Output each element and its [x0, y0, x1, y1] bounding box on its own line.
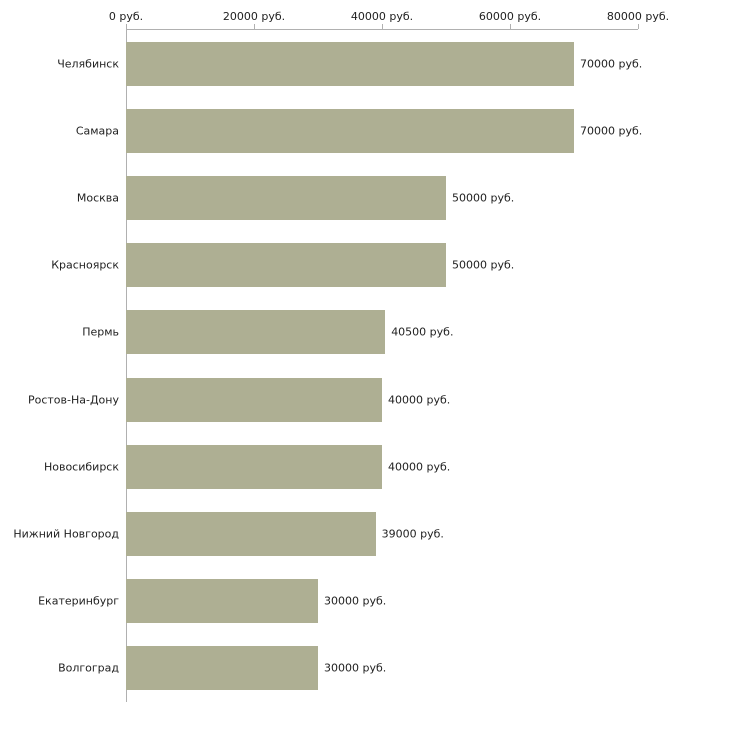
x-tick-label: 20000 руб. [222, 10, 286, 23]
bar[interactable] [126, 579, 318, 623]
x-tick-mark [638, 24, 639, 29]
value-label: 40000 руб. [388, 460, 451, 474]
x-tick-mark [510, 24, 511, 29]
x-tick-label: 40000 руб. [350, 10, 414, 23]
bar[interactable] [126, 176, 446, 220]
category-label: Екатеринбург [38, 594, 119, 608]
x-tick-label: 0 руб. [108, 10, 144, 23]
bar[interactable] [126, 243, 446, 287]
value-label: 70000 руб. [580, 57, 643, 71]
bar[interactable] [126, 42, 574, 86]
category-label: Ростов-На-Дону [27, 393, 119, 407]
bar[interactable] [126, 445, 382, 489]
category-label: Москва [76, 191, 119, 205]
bar[interactable] [126, 310, 385, 354]
bar-row [43, 445, 638, 489]
value-label: 70000 руб. [580, 124, 643, 138]
x-tick-mark [126, 24, 127, 29]
bar[interactable] [126, 109, 574, 153]
bar[interactable] [126, 646, 318, 690]
category-label: Пермь [82, 325, 119, 339]
value-label: 39000 руб. [381, 527, 444, 541]
x-tick-label: 80000 руб. [606, 10, 670, 23]
category-label: Новосибирск [43, 460, 119, 474]
bar-row [27, 378, 638, 422]
category-label: Волгоград [58, 661, 119, 675]
x-tick-label: 60000 руб. [478, 10, 542, 23]
bar[interactable] [126, 512, 376, 556]
bar-row [58, 646, 638, 690]
value-label: 40500 руб. [391, 325, 454, 339]
category-label: Самара [75, 124, 119, 138]
bar-row [75, 109, 643, 153]
category-label: Челябинск [57, 57, 119, 71]
value-label: 50000 руб. [452, 191, 515, 205]
bar-row [13, 512, 638, 556]
bar-row [51, 243, 638, 287]
bar[interactable] [126, 378, 382, 422]
value-label: 40000 руб. [388, 393, 451, 407]
value-label: 30000 руб. [324, 594, 387, 608]
bar-row [82, 310, 638, 354]
x-tick-mark [254, 24, 255, 29]
bar-row [76, 176, 638, 220]
category-label: Красноярск [51, 258, 119, 272]
bar-row [57, 42, 643, 86]
category-label: Нижний Новгород [13, 527, 119, 541]
plot-area [13, 30, 643, 702]
value-label: 30000 руб. [324, 661, 387, 675]
value-label: 50000 руб. [452, 258, 515, 272]
bar-row [38, 579, 638, 623]
x-tick-mark [382, 24, 383, 29]
